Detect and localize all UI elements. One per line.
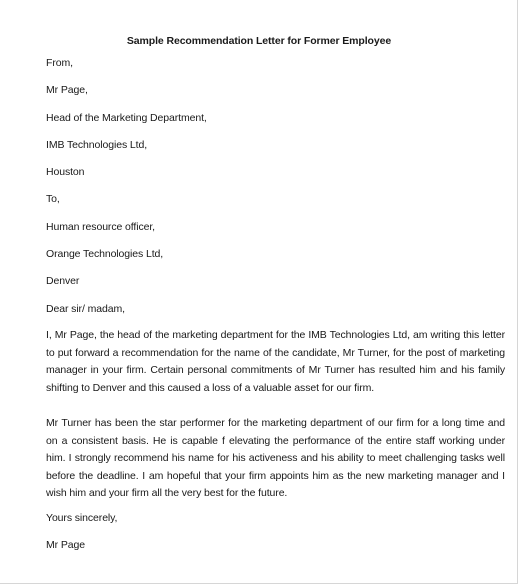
signature: Mr Page <box>46 539 85 551</box>
sender-city: Houston <box>46 166 85 178</box>
to-label: To, <box>46 193 60 205</box>
body-paragraph-2: Mr Turner has been the star performer for the marketing department of our firm for a long time and on a consistent basis. He is capable f elevating the performance of the entire staff working under him. I strongly recommend his name for his activeness and his ability to meet challenging tasks well before the deadline. I am hopeful that your firm appoints him as the new marketing manager and I wish him and your firm all the very best for the future. <box>46 417 505 499</box>
recipient-city: Denver <box>46 275 80 287</box>
letter-title: Sample Recommendation Letter for Former Employee <box>126 35 392 47</box>
body-paragraph-1: I, Mr Page, the head of the marketing department for the IMB Technologies Ltd, am writing this letter to put forward a recommendation for the name of the candidate, Mr Turner, for the post of marketing manager in your firm. Certain personal commitments of Mr Turner has resulted him and his family shifting to Denver and this caused a loss of a valuable asset for our firm. <box>46 329 505 394</box>
from-label: From, <box>46 57 73 69</box>
recipient-company: Orange Technologies Ltd, <box>46 248 164 260</box>
sender-company: IMB Technologies Ltd, <box>46 139 148 151</box>
closing: Yours sincerely, <box>46 512 118 524</box>
sender-title: Head of the Marketing Department, <box>46 112 207 124</box>
salutation: Dear sir/ madam, <box>46 303 125 315</box>
recipient-title: Human resource officer, <box>46 221 155 233</box>
sender-name: Mr Page, <box>46 84 88 96</box>
